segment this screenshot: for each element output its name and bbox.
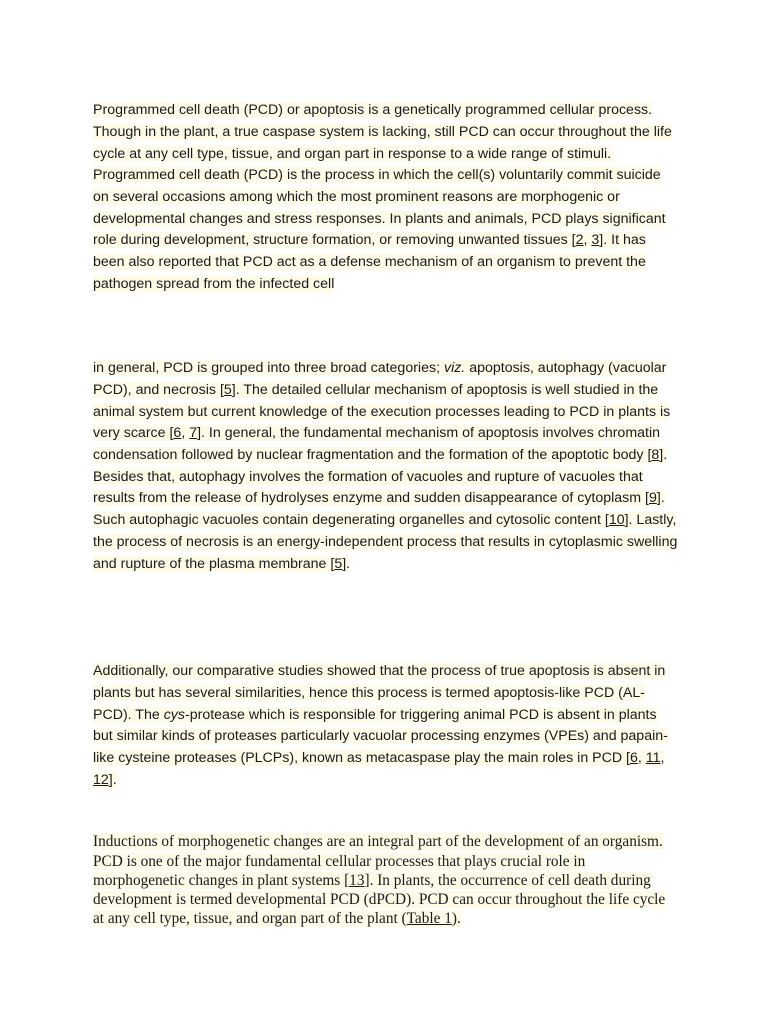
text-run: Programmed cell death (PCD) or apoptosis is a genetically programmed cellular process. Though in the plant, a true caspase system is lacking, still PCD can occur throughout the life cycle at any cell type, tissue, and organ part in response to a wide range of stimuli. Programmed cell death (PCD) is the process in which the cell(s) voluntarily commit suicide on several occasions among which the most prominent reasons are morphogenic or developmental changes and stress responses. In plants and animals, PCD plays significant role during development, structure formation, or removing unwanted tissues [ [93,102,672,249]
text-run: Additionally, our comparative studies showed that the process of true apoptosis is absent in plants but has several similarities, hence this process is termed apoptosis-like PCD (AL-PCD). The [93,663,666,723]
citation-link[interactable]: 2 [575,232,584,249]
text-run: apoptosis, autophagy (vacuolar PCD), and necrosis [ [93,360,667,398]
paragraph-pcd-definition [93,100,678,295]
text-run: ]. It has been also reported that PCD act as a defense mechanism of an organism to prevent the pathogen spread from the infected cell [93,232,646,292]
citation-link[interactable]: 8 [651,447,660,463]
text-run: , [637,750,646,766]
citation-link[interactable]: Table 1 [406,910,452,928]
paragraph-al-pcd [93,661,678,791]
citation-link[interactable]: 6 [630,750,638,766]
text-run: -protease which is responsible for triggering animal PCD is absent in plants but similar kinds of proteases particularly vacuolar processing enzymes (VPEs) and papain-like cysteine proteases (PLCPs), known as metacaspase play the main roles in PCD [ [93,706,668,766]
text-run: ]. The detailed cellular mechanism of apoptosis is well studied in the animal system but current knowledge of the execution processes leading to PCD in plants is very scarce [ [93,381,671,442]
highlighted-text [93,663,668,788]
text-run: ]. In plants, the occurrence of cell death during development is termed developmental PCD (dPCD). PCD can occur throughout the life cycle at any cell type, tissue, and organ part of the plant ( [93,871,666,928]
citation-link[interactable]: 11 [645,750,661,766]
text-run: ). [451,910,461,928]
text-run: ]. [342,555,351,572]
text-run: ]. Such autophagic vacuoles contain degenerating organelles and cytosolic content [ [93,490,665,529]
text-run: ]. In general, the fundamental mechanism of apoptosis involves chromatin condensation followed by nuclear fragmentation and the formation of the apoptotic body [ [93,425,661,463]
highlighted-text [93,102,672,292]
paragraph-morphogenetic-changes [93,832,678,928]
highlighted-text [93,360,677,571]
italic-term: cys [163,706,185,723]
text-run: in general, PCD is grouped into three broad categories; [93,360,444,377]
text-run: Inductions of morphogenetic changes are an integral part of the development of an organism. PCD is one of the major fundamental cellular processes that plays crucial role in morphogenetic changes in plant systems [ [93,833,663,889]
citation-link[interactable]: 12 [93,771,109,788]
text-run: ]. Lastly, the process of necrosis is an energy-independent process that results in cytoplasmic swelling and rupture of the plasma membrane [ [93,512,678,572]
citation-link[interactable]: 5 [334,555,343,572]
text-run: , [583,232,592,249]
highlighted-text [93,833,665,927]
citation-link[interactable]: 9 [648,490,657,507]
citation-link[interactable]: 5 [223,381,232,398]
italic-term: viz. [443,360,466,377]
citation-link[interactable]: 7 [189,425,198,442]
text-run: ]. [108,771,117,788]
paragraph-pcd-categories [93,358,678,575]
text-run: ]. Besides that, autophagy involves the formation of vacuoles and rupture of vacuoles that results from the release of hydrolyses enzyme and sudden disappearance of cytoplasm [ [93,447,668,507]
text-run: , [660,750,665,766]
citation-link[interactable]: 6 [173,425,182,442]
citation-link[interactable]: 3 [591,232,600,249]
text-run: , [181,425,190,442]
citation-link[interactable]: 10 [608,512,625,529]
citation-link[interactable]: 13 [349,871,365,889]
